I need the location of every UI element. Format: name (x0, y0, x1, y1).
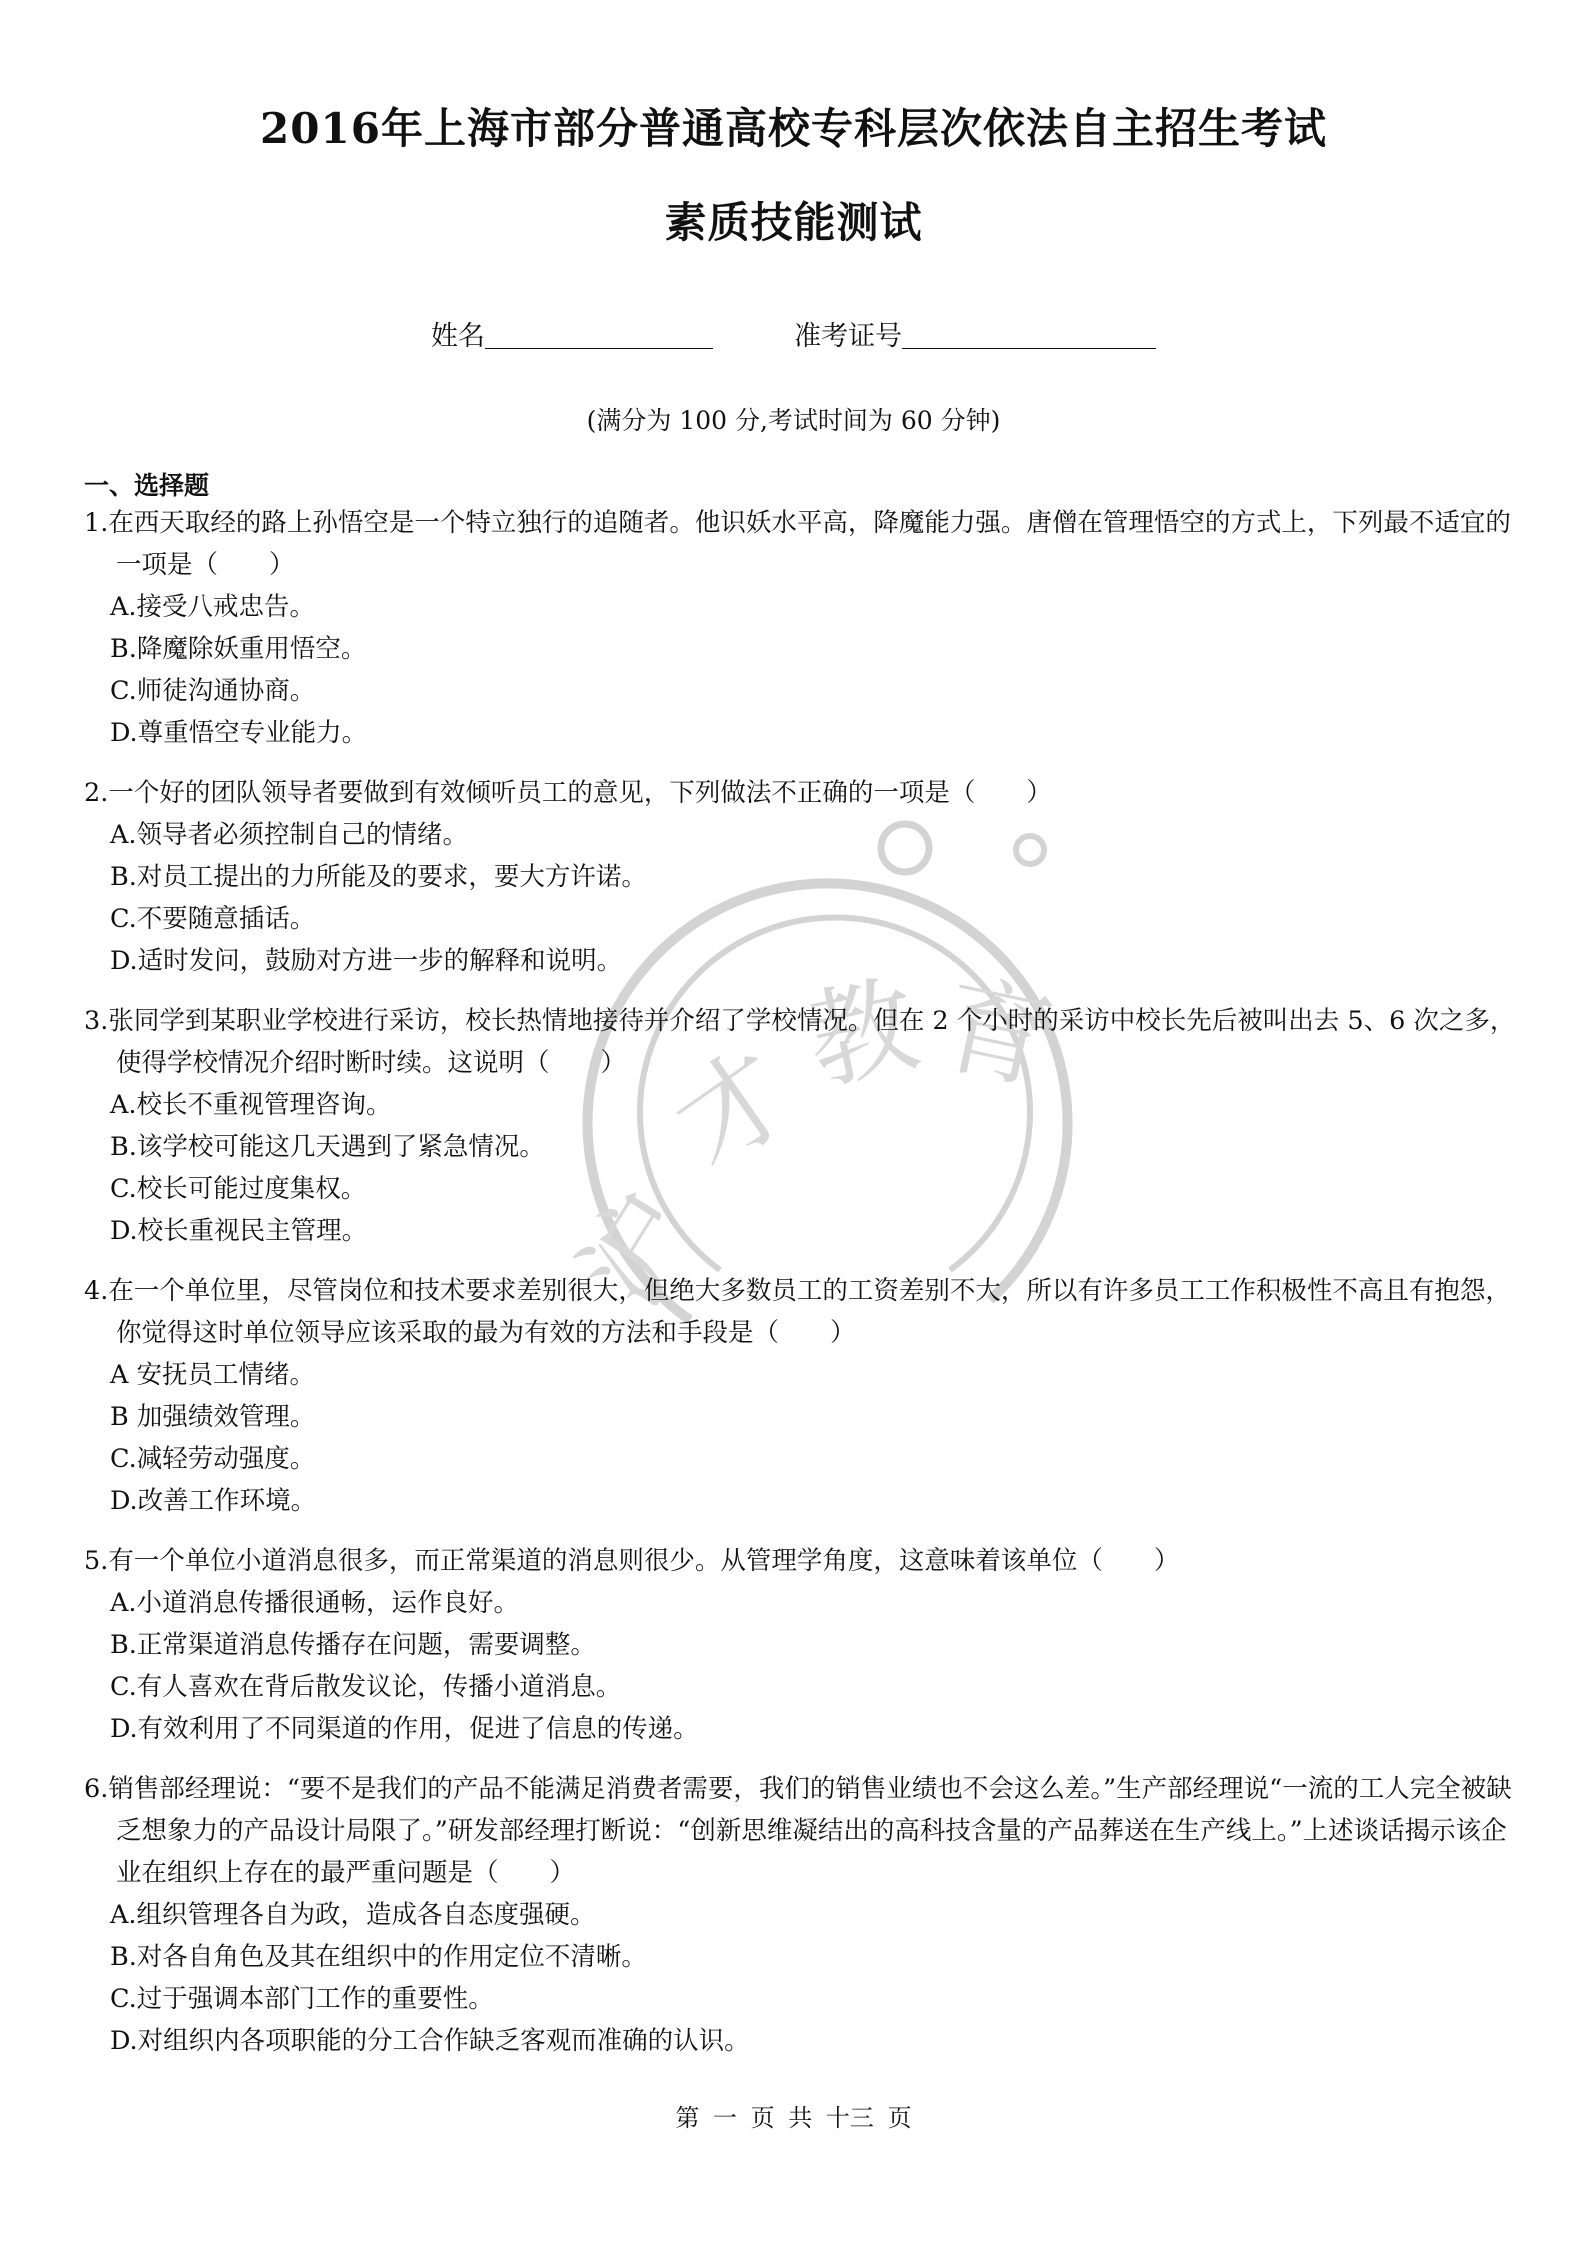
option-b: B.对各自角色及其在组织中的作用定位不清晰。 (110, 1942, 647, 1972)
name-blank (485, 318, 713, 349)
option-d: D.有效利用了不同渠道的作用，促进了信息的传递。 (110, 1714, 699, 1744)
exam-title: 2016年上海市部分普通高校专科层次依法自主招生考试 (260, 104, 1327, 153)
option-c: C.校长可能过度集权。 (110, 1174, 367, 1204)
ticket-number-blank (902, 318, 1156, 349)
option-a: A.小道消息传播很通畅，运作良好。 (110, 1588, 520, 1618)
option-d: D.尊重悟空专业能力。 (110, 718, 368, 748)
score-note: (满分为 100 分,考试时间为 60 分钟) (586, 406, 1001, 435)
option-b: B.对员工提出的力所能及的要求，要大方许诺。 (110, 862, 647, 892)
svg-text:教: 教 (796, 961, 929, 1107)
question-stem: 5.有一个单位小道消息很多，而正常渠道的消息则很少。从管理学角度，这意味着该单位（ ） (84, 1546, 1180, 1576)
candidate-info-row (0, 314, 1587, 353)
option-a: A.校长不重视管理咨询。 (110, 1090, 392, 1120)
question-1 (84, 502, 1524, 754)
question-stem: 3.张同学到某职业学校进行采访，校长热情地接待并介绍了学校情况。但在 2 个小时的采访中校长先后被叫出去 5、6 次之多，使得学校情况介绍时断时续。这说明（ ） (84, 1006, 1516, 1078)
option-b: B 加强绩效管理。 (110, 1402, 316, 1432)
option-b: B.该学校可能这几天遇到了紧急情况。 (110, 1132, 545, 1162)
option-c: C.不要随意插话。 (110, 904, 316, 934)
exam-subtitle: 素质技能测试 (664, 198, 923, 247)
question-3 (84, 1000, 1524, 1252)
question-stem: 1.在西天取经的路上孙悟空是一个特立独行的追随者。他识妖水平高，降魔能力强。唐僧在管理悟空的方式上，下列最不适宜的一项是（ ） (84, 508, 1511, 580)
section-heading: 一、选择题 (84, 471, 210, 500)
option-a: A.接受八戒忠告。 (110, 592, 316, 622)
page-footer: 第 一 页 共 十三 页 (675, 2104, 912, 2132)
option-b: B.降魔除妖重用悟空。 (110, 634, 367, 664)
question-5 (84, 1540, 1524, 1750)
question-stem: 6.销售部经理说：“要不是我们的产品不能满足消费者需要，我们的销售业绩也不会这么差。”生产部经理说“一流的工人完全被缺乏想象力的产品设计局限了。”研发部经理打断说：“创新思维凝结出的高科技含量的产品葬送在生产线上。”上述谈话揭示该企业在组织上存在的最严重问题是（ ） (84, 1774, 1512, 1888)
name-label: 姓名 (430, 321, 485, 352)
question-stem: 4.在一个单位里，尽管岗位和技术要求差别很大，但绝大多数员工的工资差别不大，所以有许多员工工作积极性不高且有抱怨，你觉得这时单位领导应该采取的最为有效的方法和手段是（ ） (84, 1276, 1511, 1348)
question-list (84, 502, 1524, 2080)
option-c: C.过于强调本部门工作的重要性。 (110, 1984, 494, 2014)
svg-text:育: 育 (931, 961, 1064, 1107)
question-4 (84, 1270, 1524, 1522)
option-a: A.领导者必须控制自己的情绪。 (110, 820, 469, 850)
option-c: C.师徒沟通协商。 (110, 676, 316, 706)
option-d: D.适时发问，鼓励对方进一步的解释和说明。 (110, 946, 623, 976)
ticket-number-label: 准考证号 (794, 321, 903, 352)
option-c: C.有人喜欢在背后散发议论，传播小道消息。 (110, 1672, 622, 1702)
option-c: C.减轻劳动强度。 (110, 1444, 316, 1474)
question-2 (84, 772, 1524, 982)
option-a: A.组织管理各自为政，造成各自态度强硬。 (110, 1900, 596, 1930)
option-b: B.正常渠道消息传播存在问题，需要调整。 (110, 1630, 596, 1660)
option-d: D.改善工作环境。 (110, 1486, 317, 1516)
option-a: A 安抚员工情绪。 (110, 1360, 316, 1390)
svg-text:沪: 沪 (557, 1171, 721, 1330)
option-d: D.校长重视民主管理。 (110, 1216, 368, 1246)
question-stem: 2.一个好的团队领导者要做到有效倾听员工的意见，下列做法不正确的一项是（ ） (84, 778, 1052, 808)
option-d: D.对组织内各项职能的分工合作缺乏客观而准确的认识。 (110, 2026, 750, 2056)
svg-text:才: 才 (653, 1027, 815, 1193)
question-6 (84, 1768, 1524, 2062)
